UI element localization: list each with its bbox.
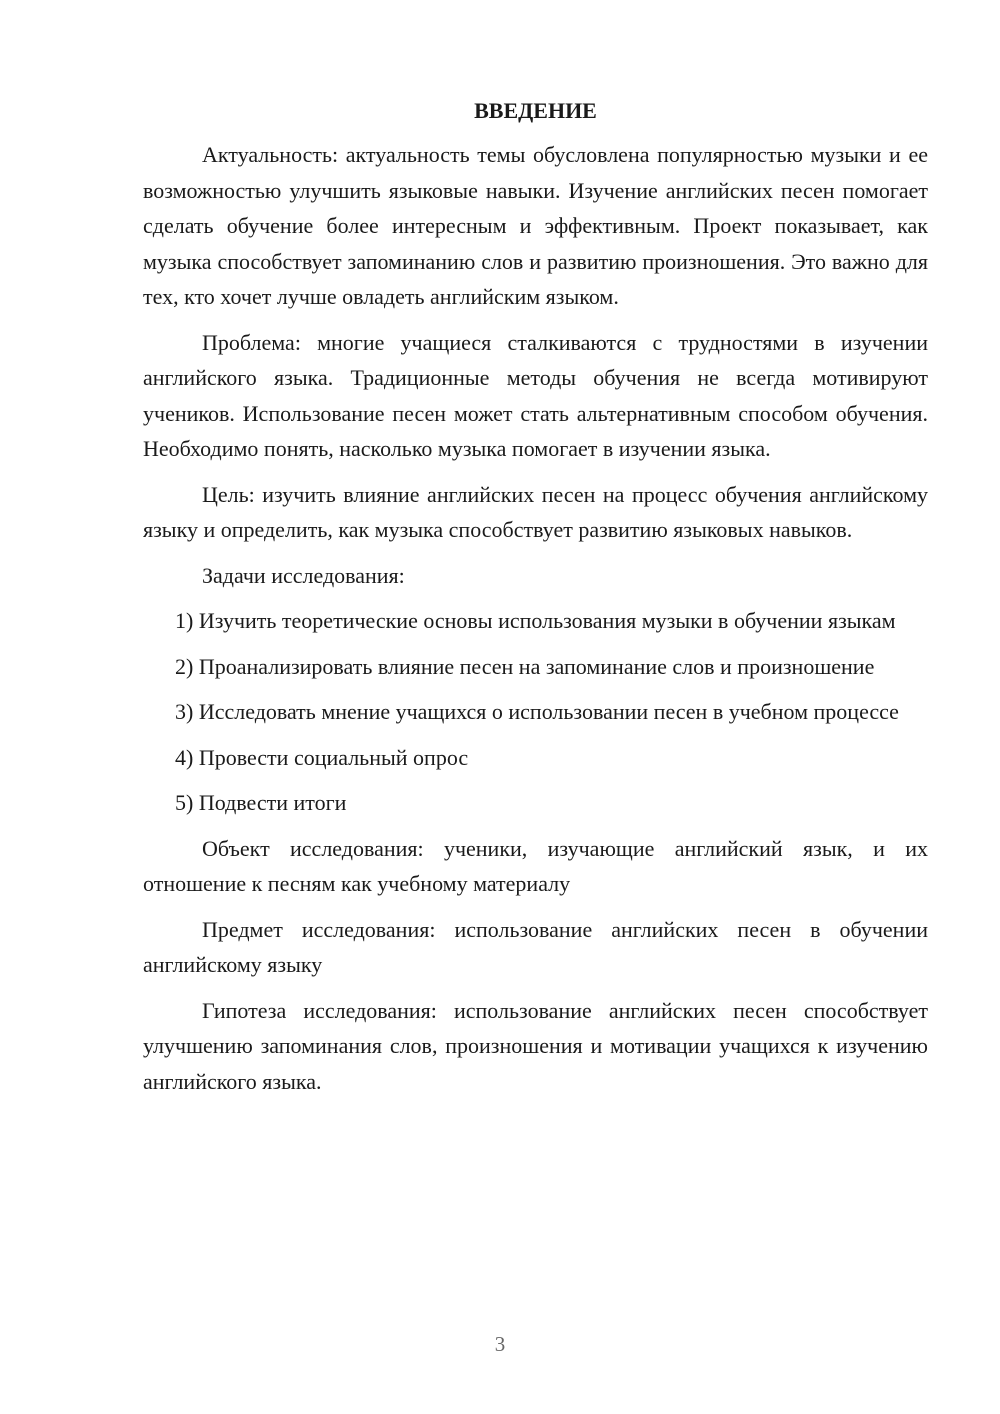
paragraph-relevance: Актуальность: актуальность темы обусловлена популярностью музыки и ее возможностью улучшить языковые навыки. Изучение английских песен помогает сделать обучение более интересным и эффективным. Проект показывает, как музыка способствует запоминанию слов и развитию произношения. Это важно для тех, кто хочет лучше овладеть английским языком. [143, 142, 928, 309]
page-title: ВВЕДЕНИЕ [474, 98, 597, 123]
task-item-5: 5) Подвести итоги [175, 790, 347, 815]
paragraph-hypothesis: Гипотеза исследования: использование английских песен способствует улучшению запоминания слов, произношения и мотивации учащихся к изучению английского языка. [143, 997, 928, 1094]
tasks-heading: Задачи исследования: [202, 562, 405, 588]
paragraph-problem: Проблема: многие учащиеся сталкиваются с трудностями в изучении английского языка. Традиционные методы обучения не всегда мотивируют учеников. Использование песен может стать альтернативным способом обучения. Необходимо понять, насколько музыка помогает в изучении языка. [143, 329, 928, 461]
task-item-1: 1) Изучить теоретические основы использования музыки в обучении языкам [175, 608, 896, 633]
task-item-4: 4) Провести социальный опрос [175, 744, 469, 770]
paragraph-object: Объект исследования: ученики, изучающие английский язык, и их отношение к песням как учебному материалу [143, 835, 928, 896]
task-item-3: 3) Исследовать мнение учащихся о использовании песен в учебном процессе [175, 699, 899, 724]
page-number: 3 [494, 1332, 506, 1356]
paragraph-subject: Предмет исследования: использование английских песен в обучении английскому языку [143, 916, 928, 977]
task-item-2: 2) Проанализировать влияние песен на запоминание слов и произношение [175, 653, 875, 679]
paragraph-goal: Цель: изучить влияние английских песен на процесс обучения английскому языку и определить, как музыка способствует развитию языковых навыков. [143, 481, 928, 542]
document-page [143, 93, 928, 1109]
